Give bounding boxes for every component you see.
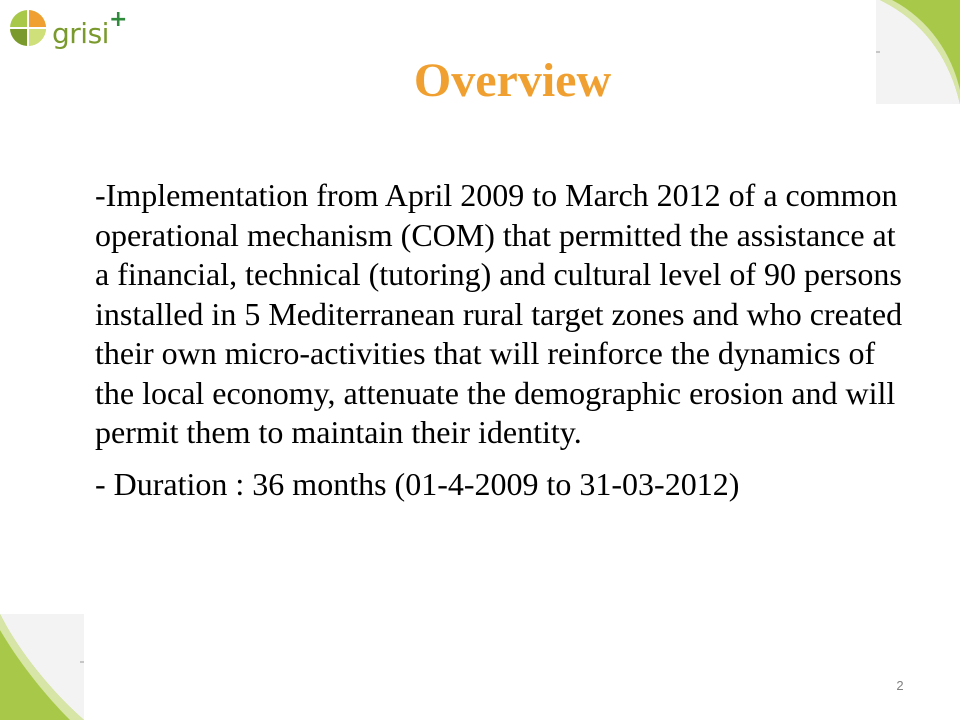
implementation-paragraph: -Implementation from April 2009 to March 2012 of a common operational mechanism (COM) that permitted the assistance at a financial, technical (tutoring) and cultural level of 90 persons installed in 5 Mediterranean rural target zones and who created their own micro-activities that will reinforce the dynamics of the local economy, attenuate the demographic erosion and will permit them to maintain their identity. [95, 177, 903, 450]
slide-body [95, 176, 915, 504]
logo-plus-sign: + [109, 7, 128, 32]
slide-title: Overview [413, 54, 612, 107]
logo-wordmark: grisi [52, 17, 109, 50]
duration-paragraph: - Duration : 36 months (01-4-2009 to 31-03-2012) [95, 465, 740, 502]
logo-leaf-icon [8, 8, 50, 58]
page-number: 2 [896, 678, 904, 693]
